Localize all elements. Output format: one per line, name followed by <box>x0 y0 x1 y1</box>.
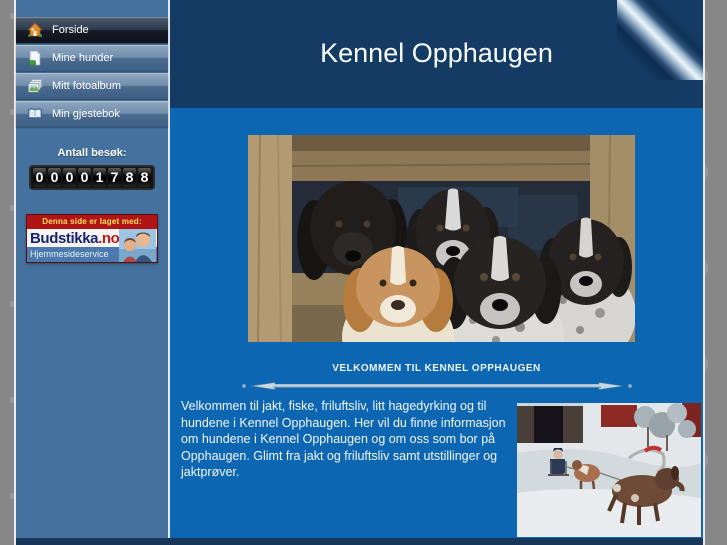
photo-album-icon <box>27 78 43 94</box>
sidebar-menu <box>16 17 168 129</box>
counter-digit: 0 <box>78 168 91 187</box>
content-area <box>170 108 703 538</box>
counter-digit: 0 <box>48 168 61 187</box>
counter-digit: 0 <box>63 168 76 187</box>
welcome-heading: VELKOMMEN TIL KENNEL OPPHAUGEN <box>332 363 541 374</box>
counter-digit: 1 <box>93 168 106 187</box>
sidebar-item-label: Min gjestebok <box>52 108 120 120</box>
visitor-counter-label: Antall besøk: <box>57 147 127 159</box>
sidebar-item-mitt-fotoalbum[interactable] <box>16 73 168 99</box>
divider-ornament <box>241 380 633 392</box>
sidebar-item-forside[interactable] <box>16 17 168 43</box>
main-column <box>170 0 703 538</box>
page-header <box>170 0 703 108</box>
bottom-bar <box>16 538 703 545</box>
budstikka-badge-link[interactable] <box>26 214 158 263</box>
visitor-counter <box>16 147 168 190</box>
badge-brand-name: Budstikka <box>30 230 99 247</box>
sidebar-item-min-gjestebok[interactable] <box>16 101 168 127</box>
page-body <box>16 0 703 538</box>
badge-subtitle: Hjemmesideservice <box>27 247 157 262</box>
sidebar-item-label: Forside <box>52 24 89 36</box>
sidebar-item-mine-hunder[interactable] <box>16 45 168 71</box>
counter-digit: 7 <box>108 168 121 187</box>
visitor-counter-odometer <box>29 165 155 190</box>
sidebar-item-label: Mitt fotoalbum <box>52 80 122 92</box>
home-icon <box>27 22 43 38</box>
counter-digit: 0 <box>33 168 46 187</box>
puppies-photo <box>248 135 635 342</box>
page-curl-decoration <box>617 0 703 80</box>
page-title: Kennel Opphaugen <box>320 38 553 68</box>
badge-people-photo <box>119 229 156 262</box>
sidebar <box>16 0 170 538</box>
sled-dogs-photo <box>517 403 701 537</box>
page-icon <box>27 50 43 66</box>
badge-brand-suffix: .no <box>98 230 120 247</box>
counter-digit: 8 <box>123 168 136 187</box>
sidebar-item-label: Mine hunder <box>52 52 114 64</box>
counter-digit: 8 <box>138 168 151 187</box>
intro-paragraph: Velkommen til jakt, fiske, friluftsliv, litt hagedyrking og til hundene i Kennel Opphaugen. Her vil du finne informasjon om hundene i Kennel Opphaugen og om oss som bor på Opphaugen. Glimt fra jakt og friluftsliv samt utstillinger og jaktprøver. <box>181 399 506 479</box>
open-book-icon <box>27 106 43 122</box>
page-container <box>14 0 705 545</box>
badge-tagline: Denna side er laget med: <box>27 215 157 229</box>
